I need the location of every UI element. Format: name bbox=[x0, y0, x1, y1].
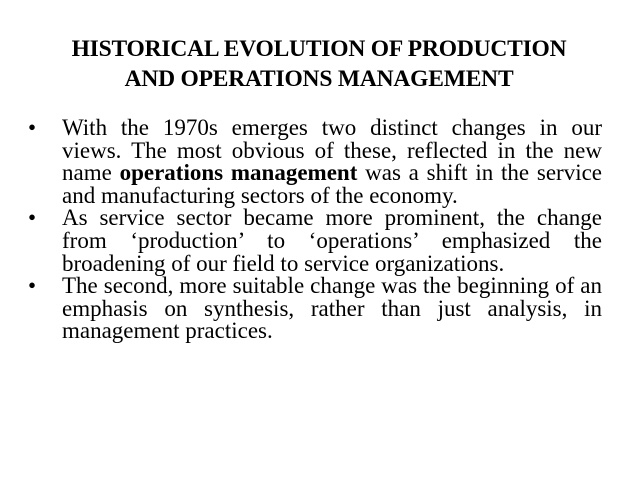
bullet-3-text: The second, more suitable change was the beginning of an emphasis on synthesis, rather than just analysis, in management practices. bbox=[62, 273, 602, 344]
title-line-2: AND OPERATIONS MANAGEMENT bbox=[124, 66, 514, 92]
bullet-item-1 bbox=[28, 117, 602, 207]
title-line-1: HISTORICAL EVOLUTION OF PRODUCTION bbox=[71, 36, 567, 62]
bullet-1-bold-term: operations management bbox=[119, 160, 358, 186]
bullet-item-2 bbox=[28, 207, 602, 275]
bullet-1-text-after: was a shift in the service and manufacturing sectors of the economy. bbox=[62, 160, 603, 208]
bullet-item-3 bbox=[28, 275, 602, 343]
bullet-list bbox=[28, 117, 602, 343]
slide-title bbox=[20, 34, 618, 94]
bullet-2-text: As service sector became more prominent, the change from ‘production’ to ‘operations’ emphasized the broadening of our field to service organizations. bbox=[62, 205, 602, 276]
bullet-marker: • bbox=[28, 205, 37, 231]
bullet-marker: • bbox=[28, 273, 37, 299]
bullet-marker: • bbox=[28, 115, 37, 140]
bullet-1-text-before: With the 1970s emerges two distinct changes in our views. The most obvious of these, reflected in the new name bbox=[62, 115, 602, 186]
